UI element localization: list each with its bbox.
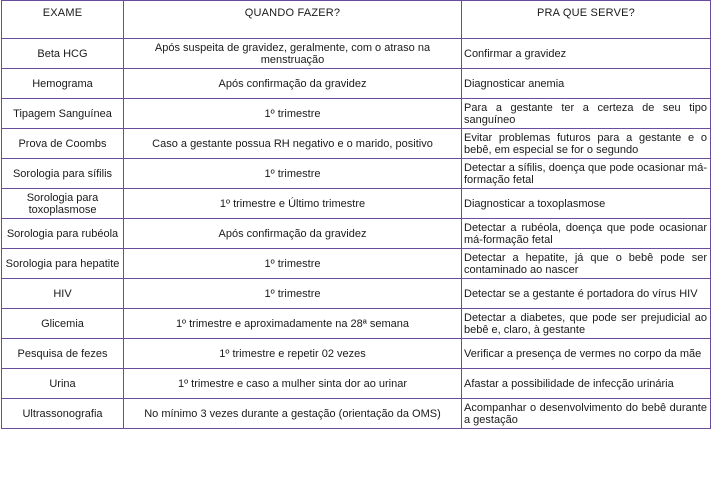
table-row (2, 189, 711, 219)
table-row (2, 369, 711, 399)
exam-name: Tipagem Sanguínea (2, 99, 124, 129)
exam-name: Sorologia para rubéola (2, 219, 124, 249)
exam-when: 1º trimestre (124, 279, 462, 309)
exam-purpose: Afastar a possibilidade de infecção urinária (462, 369, 711, 399)
exam-when: 1º trimestre e aproximadamente na 28ª semana (124, 309, 462, 339)
exam-name: Sorologia para hepatite (2, 249, 124, 279)
table-row (2, 129, 711, 159)
table-row (2, 159, 711, 189)
exam-when: 1º trimestre (124, 159, 462, 189)
table-header-row (2, 1, 711, 39)
exam-purpose: Detectar a diabetes, que pode ser prejudicial ao bebê e, claro, à gestante (462, 309, 711, 339)
exam-when: No mínimo 3 vezes durante a gestação (orientação da OMS) (124, 399, 462, 429)
exam-purpose: Detectar a rubéola, doença que pode ocasionar má-formação fetal (462, 219, 711, 249)
exam-purpose: Acompanhar o desenvolvimento do bebê durante a gestação (462, 399, 711, 429)
table-row (2, 99, 711, 129)
exam-purpose: Detectar a sífilis, doença que pode ocasionar má-formação fetal (462, 159, 711, 189)
table-row (2, 279, 711, 309)
exam-when: Após suspeita de gravidez, geralmente, com o atraso na menstruação (124, 39, 462, 69)
table-row (2, 249, 711, 279)
exam-purpose: Para a gestante ter a certeza de seu tipo sanguíneo (462, 99, 711, 129)
exam-name: Urina (2, 369, 124, 399)
exam-when: Caso a gestante possua RH negativo e o marido, positivo (124, 129, 462, 159)
header-when: QUANDO FAZER? (124, 1, 462, 39)
exam-name: Beta HCG (2, 39, 124, 69)
exam-name: HIV (2, 279, 124, 309)
table-row (2, 219, 711, 249)
exam-when: 1º trimestre e caso a mulher sinta dor ao urinar (124, 369, 462, 399)
exam-name: Prova de Coombs (2, 129, 124, 159)
table-row (2, 399, 711, 429)
table-row (2, 69, 711, 99)
header-purpose: PRA QUE SERVE? (462, 1, 711, 39)
header-exam: EXAME (2, 1, 124, 39)
exam-purpose: Diagnosticar a toxoplasmose (462, 189, 711, 219)
exam-when: 1º trimestre (124, 99, 462, 129)
exam-when: 1º trimestre e repetir 02 vezes (124, 339, 462, 369)
exam-purpose: Verificar a presença de vermes no corpo da mãe (462, 339, 711, 369)
exam-name: Sorologia para toxoplasmose (2, 189, 124, 219)
exam-name: Ultrassonografia (2, 399, 124, 429)
table-row (2, 309, 711, 339)
exam-purpose: Diagnosticar anemia (462, 69, 711, 99)
exam-purpose: Confirmar a gravidez (462, 39, 711, 69)
exam-purpose: Evitar problemas futuros para a gestante e o bebê, em especial se for o segundo (462, 129, 711, 159)
table-row (2, 39, 711, 69)
table-row (2, 339, 711, 369)
exam-when: Após confirmação da gravidez (124, 219, 462, 249)
exam-table (1, 0, 711, 429)
exam-name: Hemograma (2, 69, 124, 99)
exam-purpose: Detectar a hepatite, já que o bebê pode ser contaminado ao nascer (462, 249, 711, 279)
exam-when: 1º trimestre e Último trimestre (124, 189, 462, 219)
exam-name: Glicemia (2, 309, 124, 339)
exam-name: Pesquisa de fezes (2, 339, 124, 369)
exam-name: Sorologia para sífilis (2, 159, 124, 189)
exam-when: Após confirmação da gravidez (124, 69, 462, 99)
exam-purpose: Detectar se a gestante é portadora do vírus HIV (462, 279, 711, 309)
exam-when: 1º trimestre (124, 249, 462, 279)
